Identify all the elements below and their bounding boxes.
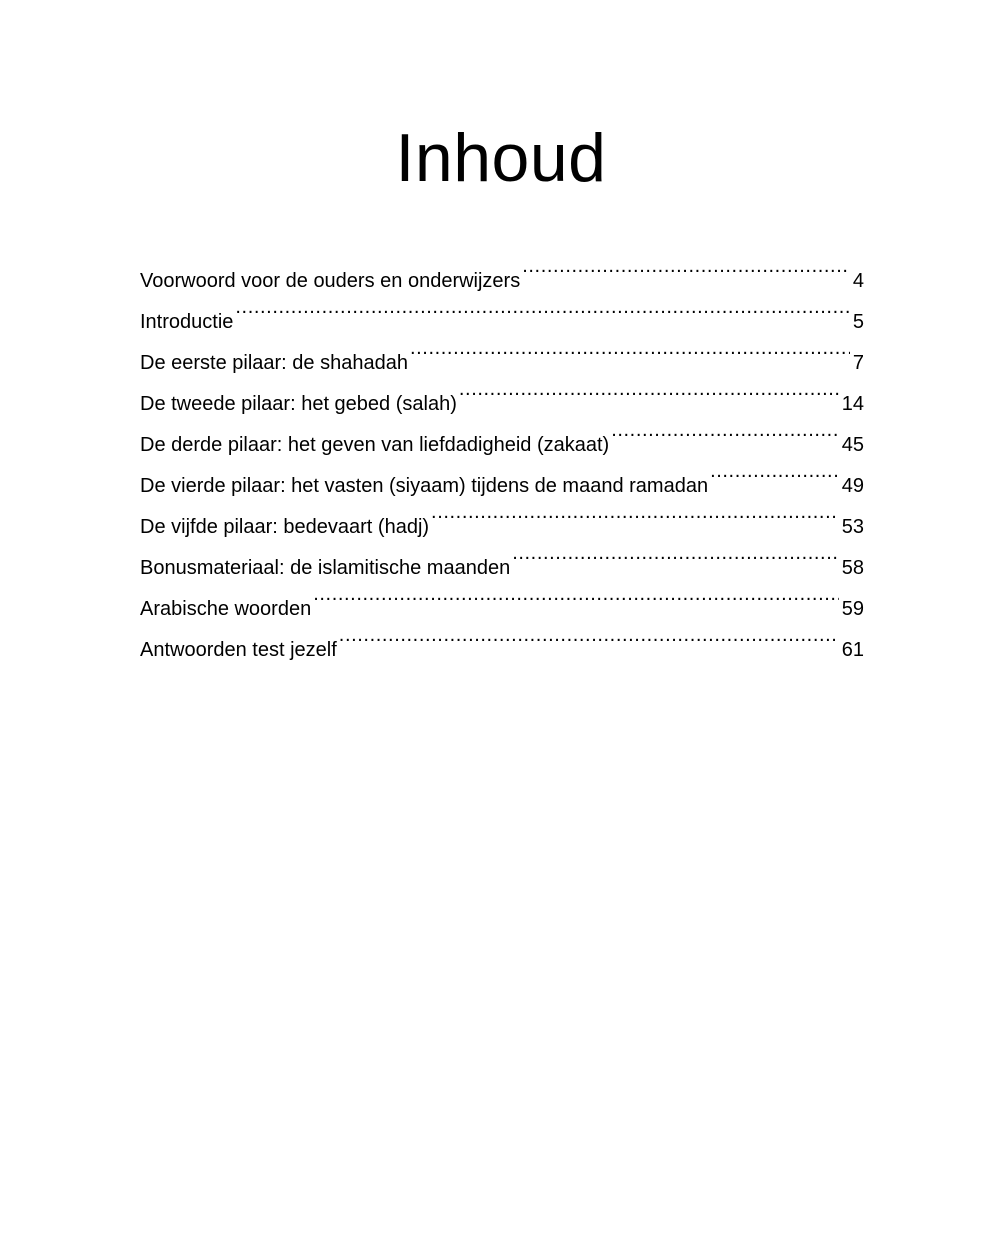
toc-entry-label: De derde pilaar: het geven van liefdadigheid (zakaat) bbox=[140, 434, 610, 456]
toc-page-number: 5 bbox=[852, 311, 864, 333]
page-title: Inhoud bbox=[395, 120, 607, 196]
toc-entry[interactable] bbox=[140, 246, 864, 292]
toc-entry-label: Bonusmateriaal: de islamitische maanden bbox=[140, 557, 511, 579]
toc-entry-label: Voorwoord voor de ouders en onderwijzers bbox=[140, 270, 521, 292]
toc-entry-label: De vierde pilaar: het vasten (siyaam) tijdens de maand ramadan bbox=[140, 475, 709, 497]
toc-page-number: 59 bbox=[841, 598, 864, 620]
toc-entry[interactable] bbox=[140, 287, 864, 333]
dot-leader bbox=[520, 246, 850, 287]
toc-page-number: 58 bbox=[841, 557, 864, 579]
dot-leader bbox=[233, 287, 849, 328]
toc-page-number: 49 bbox=[841, 475, 864, 497]
toc-entry[interactable] bbox=[140, 328, 864, 374]
toc-entry-label: Arabische woorden bbox=[140, 598, 312, 620]
toc-page-number: 45 bbox=[841, 434, 864, 456]
dot-leader bbox=[457, 369, 839, 410]
toc-page-number: 61 bbox=[841, 639, 864, 661]
toc-page-number: 7 bbox=[852, 352, 864, 374]
toc-page-number: 4 bbox=[852, 270, 864, 292]
dot-leader bbox=[337, 615, 839, 656]
toc-entry-label: De tweede pilaar: het gebed (salah) bbox=[140, 393, 457, 415]
dot-leader bbox=[429, 492, 839, 533]
toc-entry-label: Antwoorden test jezelf bbox=[140, 639, 337, 661]
dot-leader bbox=[609, 410, 839, 451]
dot-leader bbox=[311, 574, 839, 615]
toc-entry-label: Introductie bbox=[140, 311, 234, 333]
toc-entry-label: De vijfde pilaar: bedevaart (hadj) bbox=[140, 516, 430, 538]
table-of-contents bbox=[140, 246, 864, 661]
dot-leader bbox=[510, 533, 839, 574]
toc-entry-label: De eerste pilaar: de shahadah bbox=[140, 352, 408, 374]
toc-page-number: 53 bbox=[841, 516, 864, 538]
dot-leader bbox=[408, 328, 850, 369]
dot-leader bbox=[708, 451, 839, 492]
toc-page-number: 14 bbox=[841, 393, 864, 415]
